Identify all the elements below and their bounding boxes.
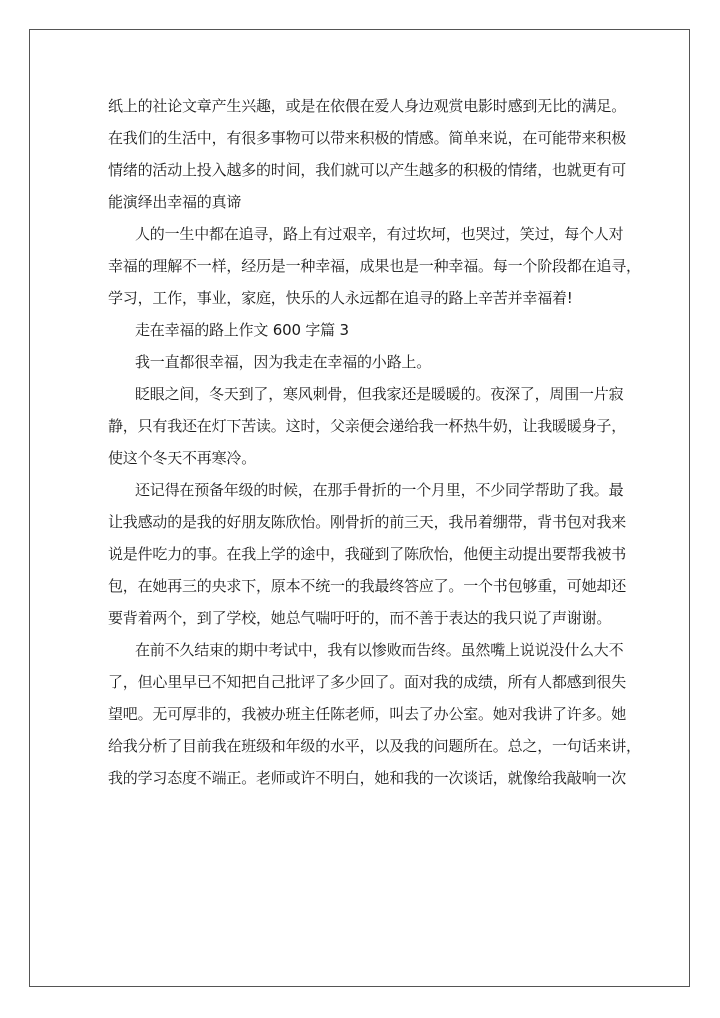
text-line: 还记得在预备年级的时候，在那手骨折的一个月里，不少同学帮助了我。最 xyxy=(135,481,624,499)
text-line: 说是件吃力的事。在我上学的途中，我碰到了陈欣怡，他便主动提出要帮我被书 xyxy=(108,545,627,563)
text-line: 我一直都很幸福，因为我走在幸福的小路上。 xyxy=(135,353,432,371)
text-line: 望吧。无可厚非的，我被办班主任陈老师，叫去了办公室。她对我讲了许多。她 xyxy=(108,705,627,723)
text-line: 在我们的生活中，有很多事物可以带来积极的情感。简单来说，在可能带来积极 xyxy=(108,129,627,147)
text-line: 静，只有我还在灯下苦读。这时，父亲便会递给我一杯热牛奶，让我暖暖身子， xyxy=(108,417,627,435)
text-line: 让我感动的是我的好朋友陈欣怡。刚骨折的前三天，我吊着绷带，背书包对我来 xyxy=(108,513,627,531)
text-line: 人的一生中都在追寻，路上有过艰辛，有过坎坷，也哭过，笑过，每个人对 xyxy=(135,225,624,243)
text-line: 我的学习态度不端正。老师或许不明白，她和我的一次谈话，就像给我敲响一次 xyxy=(108,769,627,787)
document-body xyxy=(108,90,641,794)
text-line: 走在幸福的路上作文 600 字篇 3 xyxy=(135,321,349,339)
text-line: 使这个冬天不再寒冷。 xyxy=(108,449,257,467)
text-line: 纸上的社论文章产生兴趣，或是在依偎在爱人身边观赏电影时感到无比的满足。 xyxy=(108,97,627,115)
text-line: 在前不久结束的期中考试中，我有以惨败而告终。虽然嘴上说说没什么大不 xyxy=(135,641,624,659)
text-line: 眨眼之间，冬天到了，寒风刺骨，但我家还是暖暖的。夜深了，周围一片寂 xyxy=(135,385,624,403)
text-line: 包，在她再三的央求下，原本不统一的我最终答应了。一个书包够重，可她却还 xyxy=(108,577,627,595)
text-line: 幸福的理解不一样，经历是一种幸福，成果也是一种幸福。每一个阶段都在追寻， xyxy=(108,257,641,275)
text-line: 了，但心里早已不知把自己批评了多少回了。面对我的成绩，所有人都感到很失 xyxy=(108,673,627,691)
text-line: 学习，工作，事业，家庭，快乐的人永远都在追寻的路上辛苦并幸福着! xyxy=(108,289,573,307)
text-line: 情绪的活动上投入越多的时间，我们就可以产生越多的积极的情绪，也就更有可 xyxy=(108,161,627,179)
text-line: 给我分析了目前我在班级和年级的水平，以及我的问题所在。总之，一句话来讲， xyxy=(108,737,641,755)
text-line: 能演绎出幸福的真谛 xyxy=(108,193,242,211)
text-line: 要背着两个，到了学校，她总气喘吁吁的，而不善于表达的我只说了声谢谢。 xyxy=(108,609,612,627)
